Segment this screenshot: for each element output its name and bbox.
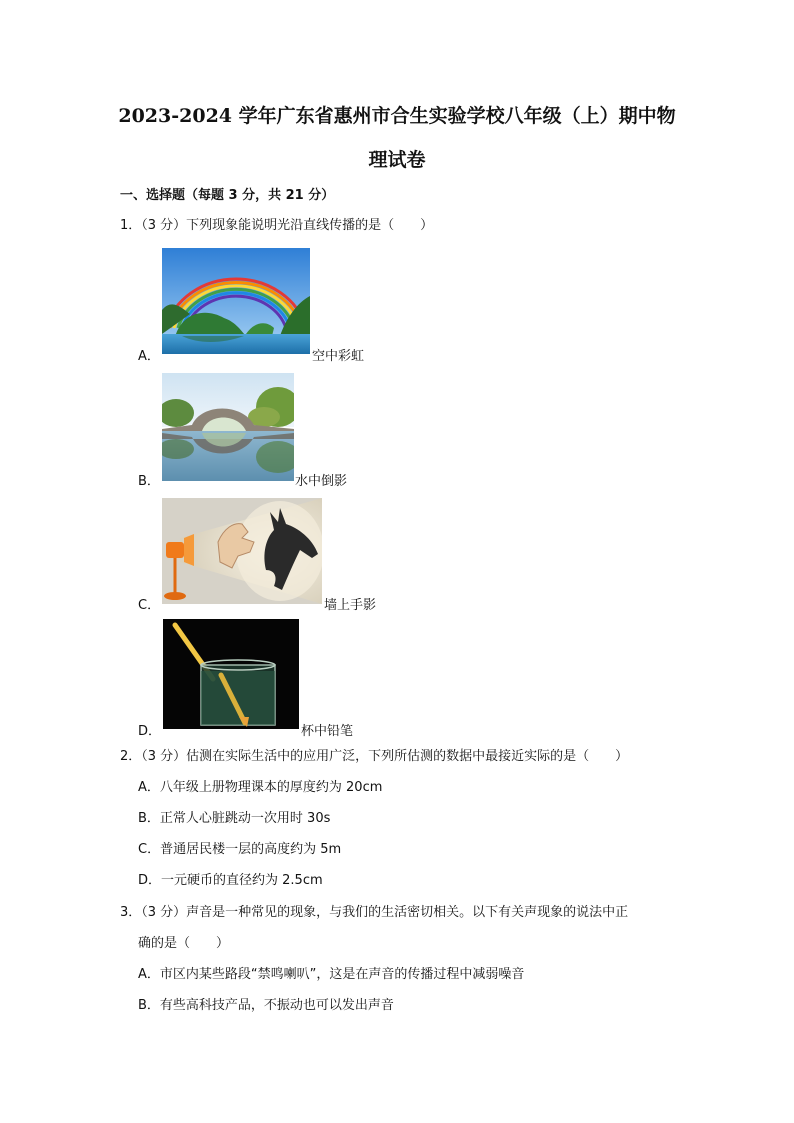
- hand-shadow-photo: [162, 498, 322, 604]
- page-title: [110, 94, 684, 182]
- question-3-stem-line-1: 3．（3 分）声音是一种常见的现象，与我们的生活密切相关。以下有关声现象的说法中正: [120, 905, 629, 920]
- pencil-in-glass-photo: [163, 619, 299, 729]
- section-heading: 一、选择题（每题 3 分，共 21 分）: [120, 188, 335, 203]
- title-line-1: 2023-2024 学年广东省惠州市合生实验学校八年级（上）期中物: [118, 105, 676, 127]
- q1-option-a-caption: 空中彩虹: [312, 349, 365, 364]
- q3-option-a: A．市区内某些路段“禁鸣喇叭”，这是在声音的传播过程中减弱噪音: [138, 967, 525, 982]
- q1-option-b-letter: B．: [138, 474, 160, 489]
- q1-option-c-letter: C．: [138, 598, 161, 613]
- q2-option-c: C．普通居民楼一层的高度约为 5m: [138, 842, 342, 857]
- q1-option-a-letter: A．: [138, 349, 160, 364]
- q1-option-b-caption: 水中倒影: [295, 474, 348, 489]
- title-line-2: 理试卷: [368, 149, 426, 171]
- question-2-stem: 2．（3 分）估测在实际生活中的应用广泛，下列所估测的数据中最接近实际的是（ ）: [120, 749, 629, 764]
- q3-option-b: B．有些高科技产品，不振动也可以发出声音: [138, 998, 394, 1013]
- question-1-stem: 1．（3 分）下列现象能说明光沿直线传播的是（ ）: [120, 218, 434, 233]
- question-3-stem-line-2: 确的是（ ）: [138, 936, 230, 951]
- bridge-reflection-photo: [162, 373, 294, 481]
- q2-option-d: D．一元硬币的直径约为 2.5cm: [138, 873, 323, 888]
- q1-option-c-caption: 墙上手影: [324, 598, 377, 613]
- rainbow-photo: [162, 248, 310, 354]
- q2-option-a: A．八年级上册物理课本的厚度约为 20cm: [138, 780, 383, 795]
- q1-option-d-caption: 杯中铅笔: [301, 724, 354, 739]
- q1-option-d-letter: D．: [138, 724, 162, 739]
- q2-option-b: B．正常人心脏跳动一次用时 30s: [138, 811, 331, 826]
